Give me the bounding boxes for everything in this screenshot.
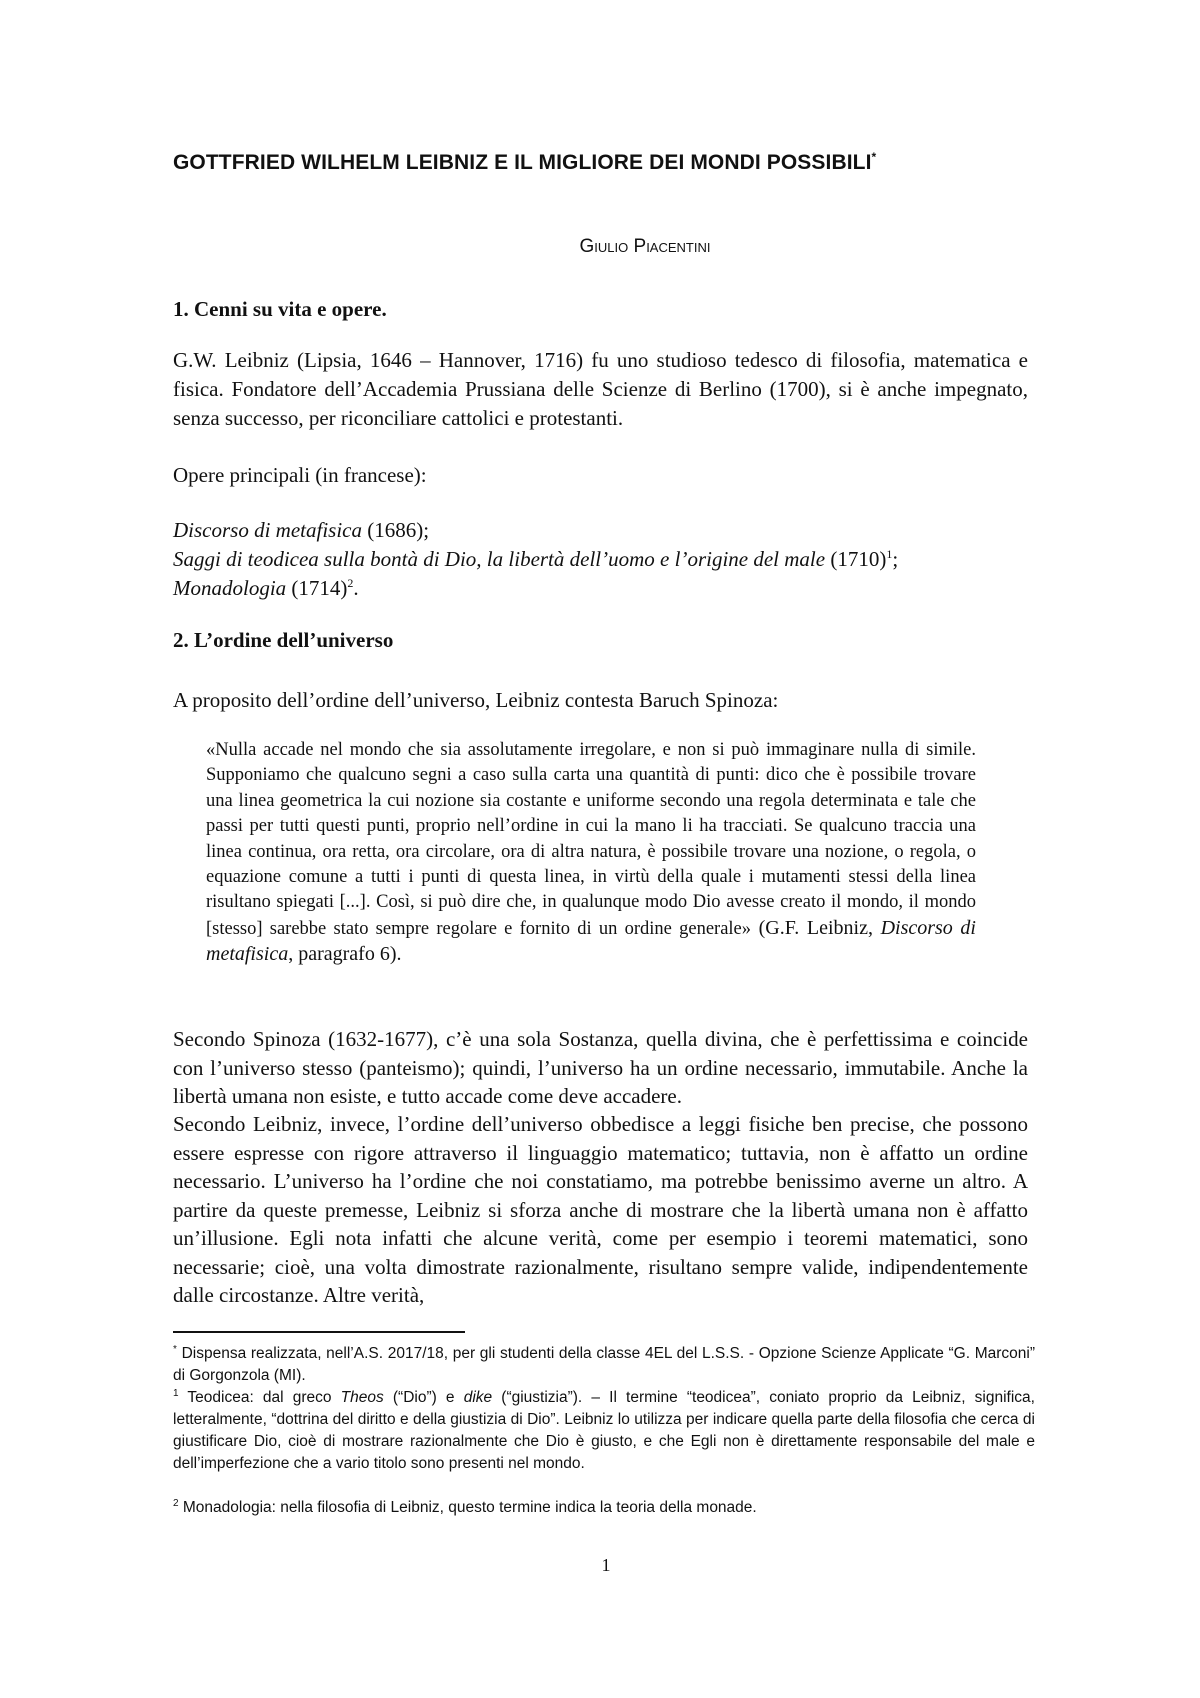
block-quote	[206, 738, 976, 969]
footnote-text: Dispensa realizzata, nell’A.S. 2017/18, per gli studenti della classe 4EL del L.S.S. - Opzione Scienze Applicate “G. Marconi” di Gorgonzola (MI).	[173, 1345, 1035, 1384]
section-1-heading: 1. Cenni su vita e opere.	[173, 297, 387, 321]
footnote-mark: 1	[173, 1387, 179, 1399]
footnote-star	[173, 1343, 1035, 1387]
section-2-paragraph-2: Secondo Leibniz, invece, l’ordine dell’universo obbedisce a leggi fisiche ben precise, che possono essere espresse con rigore attraverso il linguaggio matematico; tuttavia, non è affatto un ordine necessario. L’universo ha l’ordine che noi constatiamo, ma potrebbe benissimo averne un altro. A partire da queste premesse, Leibniz si sforza anche di mostrare che la libertà umana non è affatto un’illusione. Egli nota infatti che alcune verità, come per esempio i teoremi matematici, sono necessarie; cioè, una volta dimostrate razionalmente, risultano sempre valide, indipendentemente dalle circostanze. Altre verità,	[173, 1112, 1028, 1307]
footnote-italic-word: Theos	[340, 1389, 384, 1406]
work-title: Discorso di metafisica	[173, 518, 362, 542]
work-punct: ;	[892, 547, 899, 571]
footnote-1	[173, 1387, 1035, 1475]
footnote-mark: *	[173, 1343, 177, 1355]
section-2-paragraph-1: Secondo Spinoza (1632-1677), c’è una sola Sostanza, quella divina, che è perfettissima e coincide con l’universo stesso (panteismo); quindi, l’universo ha un ordine necessario, immutabile. Anche la libertà umana non esiste, e tutto accade come deve accadere.	[173, 1027, 1028, 1108]
work-item	[173, 516, 1028, 545]
document-title	[173, 150, 1073, 175]
citation-title: Discorso di metafisica	[206, 916, 976, 966]
page-number: 1	[601, 1555, 611, 1575]
work-year: (1686);	[362, 518, 430, 542]
citation-prefix: (G.F. Leibniz,	[751, 916, 881, 939]
footnote-text: Teodicea: dal greco	[178, 1389, 341, 1406]
title-footnote-mark[interactable]: *	[871, 150, 877, 164]
footnote-text: Monadologia: nella filosofia di Leibniz, questo termine indica la teoria della monade.	[178, 1499, 757, 1516]
work-title: Saggi di teodicea sulla bontà di Dio, la libertà dell’uomo e l’origine del male	[173, 547, 826, 571]
footnote-text: (“giustizia”). – Il termine “teodicea”, coniato proprio da Leibniz, significa, letteralmente, “dottrina del diritto e della giustizia di Dio”. Leibniz lo utilizza per indicare quella parte della filosofia che cerca di giustificare Dio, cioè di mostrare razionalmente che Dio è giusto, e che Egli non è direttamente responsabile del male e dell’imperfezione che a vario titolo sono presenti nel mondo.	[173, 1389, 1035, 1472]
work-year: (1714)	[286, 576, 348, 600]
work-year: (1710)	[825, 547, 887, 571]
footnote-text: (“Dio”) e	[383, 1389, 464, 1406]
footnote-ref[interactable]: 2	[347, 576, 354, 590]
citation-suffix: , paragrafo 6).	[288, 943, 402, 966]
footnote-mark: 2	[173, 1497, 179, 1509]
quote-text: «Nulla accade nel mondo che sia assolutamente irregolare, e non si può immaginare nulla di simile. Supponiamo che qualcuno segni a caso sulla carta una quantità di punti: dico che è possibile trovare una linea geometrica la cui nozione sia costante e uniforme secondo una regola determinata e tale che passi per tutti questi punti, proprio nell’ordine in cui la mano li ha tracciati. Se qualcuno traccia una linea continua, ora retta, ora circolare, ora di altra natura, è possibile trovare una nozione, o regola, o equazione comune a tutti i punti di questa linea, in virtù della quale i mutamenti stessi della linea risultano spiegati [...]. Così, si può dire che, in qualunque modo Dio avesse creato il mondo, il mondo [stesso] sarebbe stato sempre regolare e fornito di un ordine generale»	[206, 740, 976, 939]
footnote-ref[interactable]: 1	[886, 547, 893, 561]
footnote-separator	[173, 1331, 465, 1333]
section-1-paragraph: G.W. Leibniz (Lipsia, 1646 – Hannover, 1716) fu uno studioso tedesco di filosofia, matematica e fisica. Fondatore dell’Accademia Prussiana delle Scienze di Berlino (1700), si è anche impegnato, senza successo, per riconciliare cattolici e protestanti.	[173, 348, 1028, 430]
work-item	[173, 574, 1028, 603]
section-2-intro: A proposito dell’ordine dell’universo, Leibniz contesta Baruch Spinoza:	[173, 688, 779, 712]
work-title: Monadologia	[173, 576, 287, 600]
footnote-2	[173, 1497, 1035, 1519]
author-name: Giulio Piacentini	[579, 236, 711, 257]
works-list	[173, 516, 1028, 603]
work-item	[173, 545, 1028, 574]
work-punct: .	[353, 576, 359, 600]
title-text: GOTTFRIED WILHELM LEIBNIZ E IL MIGLIORE DEI MONDI POSSIBILI	[173, 151, 872, 174]
works-intro: Opere principali (in francese):	[173, 463, 427, 487]
section-2-heading: 2. L’ordine dell’universo	[173, 628, 394, 652]
footnote-italic-word: dike	[463, 1389, 493, 1406]
